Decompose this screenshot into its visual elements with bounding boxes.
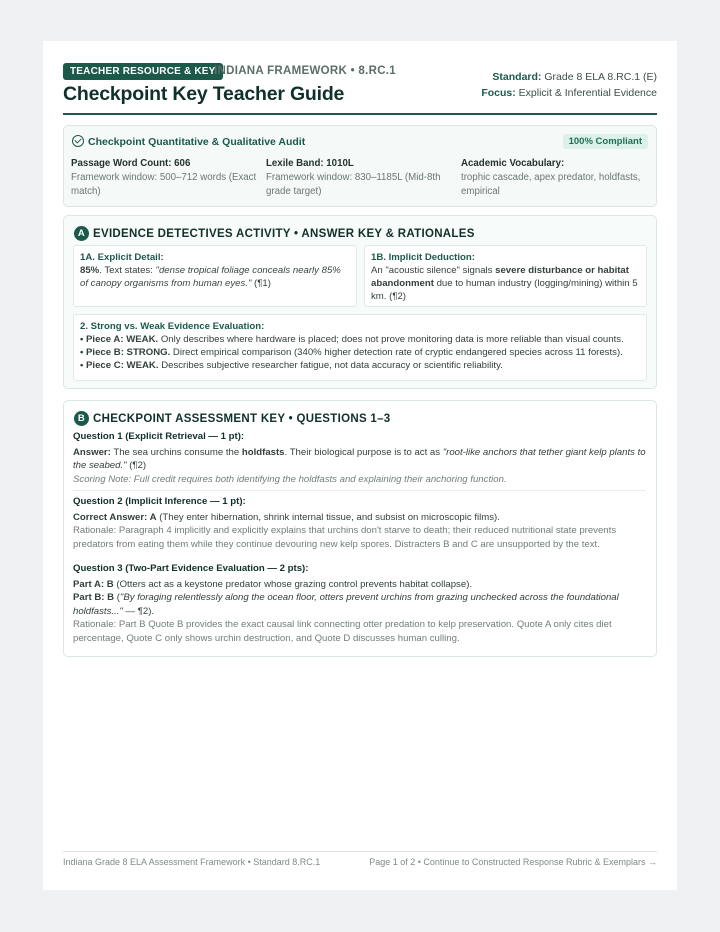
piece-a-line: [80, 333, 640, 346]
page-footer: [63, 851, 657, 867]
question-3-part-a: [73, 578, 646, 592]
explicit-detail-card: [73, 245, 357, 307]
piece-c-text: Describes subjective researcher fatigue, not data accuracy or scientific reliability.: [158, 360, 503, 371]
section-a-badge: A: [74, 226, 89, 241]
section-b: [63, 400, 657, 657]
piece-c-line: [80, 359, 640, 372]
implicit-deduction-label: 1B. Implicit Deduction:: [371, 252, 475, 263]
section-a-heading: [74, 226, 475, 241]
lexile-label: Lexile Band: 1010L: [266, 158, 354, 169]
section-b-heading: [74, 411, 391, 426]
question-1-text-1: The sea urchins consume the: [110, 446, 242, 458]
resource-tag: TEACHER RESOURCE & KEY: [63, 63, 223, 80]
vocabulary-text: trophic cascade, apex predator, holdfasts, empirical: [461, 172, 641, 197]
document-page: [43, 41, 677, 890]
check-circle-icon: [72, 135, 84, 147]
question-2-answer-label: Correct Answer: A: [73, 511, 157, 523]
piece-b-verdict: • Piece B: STRONG.: [80, 347, 171, 358]
question-3-part-b-label: Part B: B: [73, 592, 115, 603]
question-2: [73, 495, 646, 551]
question-2-answer-text: (They enter hibernation, shrink internal tissue, and subsist on microscopic films).: [156, 511, 500, 523]
audit-title: Checkpoint Quantitative & Qualitative Audit: [88, 136, 306, 148]
question-3-part-a-text: (Otters act as a keystone predator whose grazing control prevents habitat collapse).: [113, 578, 473, 590]
question-1-keyword: holdfasts: [241, 446, 285, 458]
page-title: Checkpoint Key Teacher Guide: [63, 83, 345, 105]
question-1-quote: "root-like anchors that tether giant kelp plants to the seabed.": [73, 446, 646, 471]
lexile-text: Framework window: 830–1185L (Mid-8th grade target): [266, 172, 441, 197]
framework-label: INDIANA FRAMEWORK • 8.RC.1: [214, 65, 396, 77]
section-a: [63, 215, 657, 389]
implicit-deduction-card: [364, 245, 647, 307]
explicit-detail-label: 1A. Explicit Detail:: [80, 252, 164, 263]
focus-meta: [481, 87, 657, 99]
explicit-detail-text: . Text states:: [99, 265, 156, 276]
question-1-answer: [73, 446, 646, 473]
audit-vocabulary: [461, 157, 651, 199]
question-1-cite: (¶2): [126, 460, 147, 471]
vocabulary-label: Academic Vocabulary:: [461, 158, 565, 169]
question-1-text-2: . Their biological purpose is to act as: [284, 446, 443, 458]
piece-a-verdict: • Piece A: WEAK.: [80, 334, 159, 345]
question-3-part-a-label: Part A: B: [73, 578, 114, 590]
implicit-deduction-bold: severe disturbance or habitat abandonment: [371, 265, 629, 289]
piece-b-line: [80, 346, 640, 359]
focus-label: Focus:: [481, 87, 516, 99]
question-2-rationale: Rationale: Paragraph 4 implicitly and explicitly explains that urchins don't starve to death; their reduced nutritional state prevents predators from eating them while they continue devouring new kelp spores. Distracters B and C are unsupported by the text.: [73, 525, 617, 550]
question-2-answer: [73, 511, 646, 525]
standard-label: Standard:: [492, 71, 542, 83]
piece-b-text: Direct empirical comparison (340% higher detection rate of cryptic endangered species across 11 forests).: [170, 347, 623, 358]
piece-c-verdict: • Piece C: WEAK.: [80, 360, 159, 371]
word-count-text: Framework window: 500–712 words (Exact match): [71, 172, 257, 197]
section-b-title: CHECKPOINT ASSESSMENT KEY • QUESTIONS 1–3: [93, 413, 391, 425]
implicit-deduction-text-2: due to human industry (logging/mining) within 5 km. (¶2): [371, 278, 638, 302]
footer-source: Indiana Grade 8 ELA Assessment Framework • Standard 8.RC.1: [63, 857, 321, 867]
question-3-part-b-quote: "By foraging relentlessly along the ocean floor, otters prevent urchins from grazing unchecked across the foundational holdfasts...": [73, 592, 619, 617]
word-count-label: Passage Word Count: 606: [71, 158, 191, 169]
question-1-title: Question 1 (Explicit Retrieval — 1 pt):: [73, 431, 245, 442]
question-1-scoring-note: Scoring Note: Full credit requires both identifying the holdfasts and explaining their anchoring function.: [73, 473, 507, 485]
explicit-detail-quote: "dense tropical foliage conceals nearly 85% of canopy organisms from human eyes.": [80, 265, 341, 289]
focus-value: Explicit & Inferential Evidence: [515, 87, 657, 99]
evidence-evaluation-label: 2. Strong vs. Weak Evidence Evaluation:: [80, 321, 265, 332]
question-3-part-b: [73, 591, 646, 618]
question-2-title: Question 2 (Implicit Inference — 1 pt):: [73, 496, 246, 507]
implicit-deduction-text-1: An "acoustic silence" signals: [371, 265, 496, 276]
standard-meta: [492, 71, 657, 83]
evidence-evaluation-card: [73, 314, 647, 381]
compliance-badge: 100% Compliant: [563, 134, 648, 149]
section-a-title: EVIDENCE DETECTIVES ACTIVITY • ANSWER KEY & RATIONALES: [93, 228, 475, 240]
audit-word-count: [71, 157, 261, 199]
question-1-answer-label: Answer:: [73, 446, 111, 458]
explicit-detail-cite: (¶1): [251, 278, 271, 289]
question-1: [73, 430, 646, 486]
audit-heading: [72, 135, 305, 148]
piece-a-text: Only describes where hardware is placed; does not prove monitoring data is more reliable than visual counts.: [158, 334, 624, 345]
standard-value: Grade 8 ELA 8.RC.1 (E): [541, 71, 657, 83]
footer-page-nav: Page 1 of 2 • Continue to Constructed Response Rubric & Exemplars →: [369, 857, 657, 867]
audit-lexile: [266, 157, 456, 199]
question-3-rationale: Rationale: Part B Quote B provides the exact causal link connecting otter predation to kelp preservation. Quote A only cites diet percentage, Quote C only shows urchin destruction, and Quote D discusses human culling.: [73, 619, 612, 644]
explicit-detail-value: 85%: [80, 265, 100, 276]
section-b-badge: B: [74, 411, 89, 426]
page-header: [63, 63, 657, 115]
question-3-part-b-open: (: [114, 592, 120, 603]
question-3-title: Question 3 (Two-Part Evidence Evaluation — 2 pts):: [73, 563, 309, 574]
question-3-part-b-cite: — ¶2).: [122, 605, 155, 617]
question-3: [73, 562, 646, 645]
divider: [73, 490, 646, 491]
audit-panel: [63, 125, 657, 207]
